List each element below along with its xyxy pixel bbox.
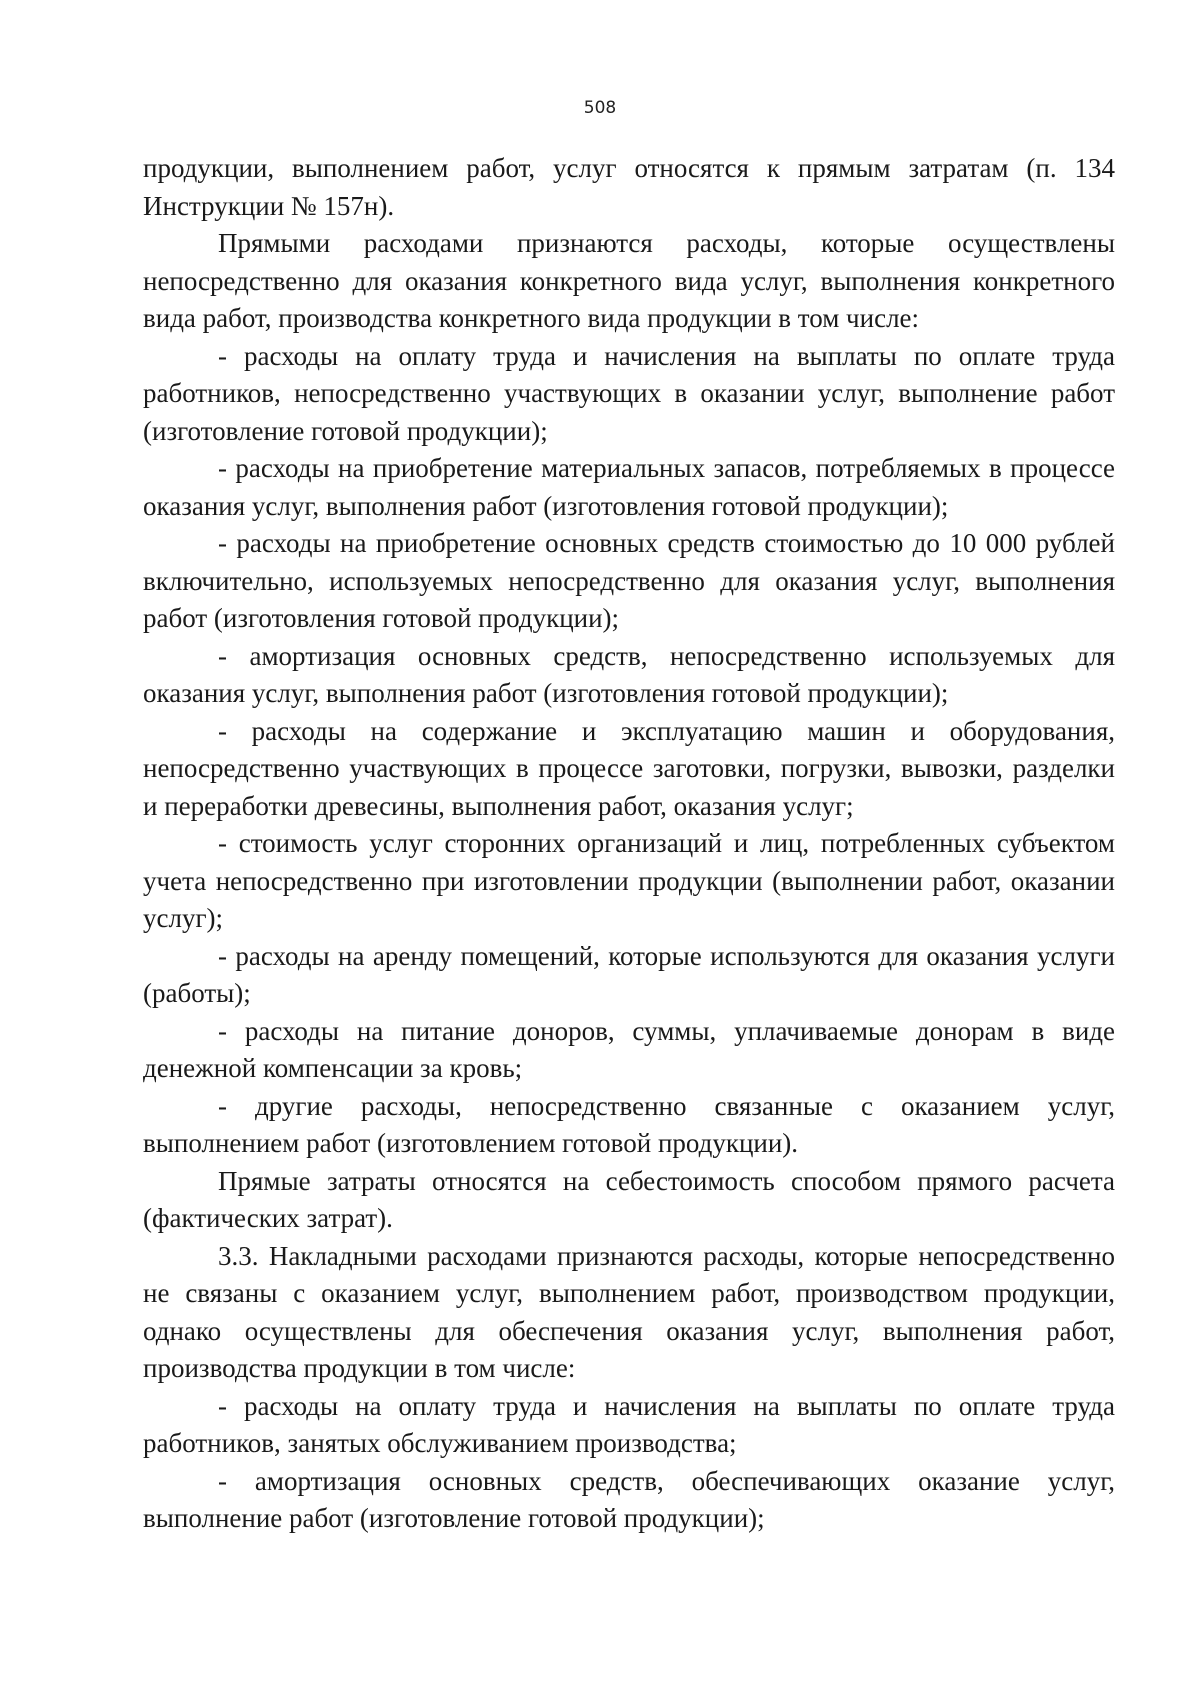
list-item-donors: - расходы на питание доноров, суммы, уплачиваемые донорам в виде денежной компенсации за кровь; <box>143 1015 1115 1083</box>
paragraph-overhead-expenses: 3.3. Накладными расходами признаются расходы, которые непосредственно не связаны с оказанием услуг, выполнением работ, производством продукции, однако осуществлены для обеспечения оказания услуг, выполнения работ, производства продукции в том числе: <box>143 1240 1115 1383</box>
list-item-labor-costs: - расходы на оплату труда и начисления на выплаты по оплате труда работников, непосредственно участвующих в оказании услуг, выполнение работ (изготовление готовой продукции); <box>143 340 1115 446</box>
document-body <box>143 150 1115 1538</box>
list-item-overhead-depreciation: - амортизация основных средств, обеспечивающих оказание услуг, выполнение работ (изготовление готовой продукции); <box>143 1465 1115 1533</box>
paragraph-continuation: продукции, выполнением работ, услуг относятся к прямым затратам (п. 134 Инструкции № 157н). <box>143 153 1115 221</box>
paragraph-direct-expenses: Прямыми расходами признаются расходы, которые осуществлены непосредственно для оказания конкретного вида услуг, выполнения конкретного вида работ, производства конкретного вида продукции в том числе: <box>143 228 1115 333</box>
list-item-fixed-assets: - расходы на приобретение основных средств стоимостью до 10 000 рублей включительно, используемых непосредственно для оказания услуг, выполнения работ (изготовления готовой продукции); <box>143 528 1115 633</box>
list-item-depreciation: - амортизация основных средств, непосредственно используемых для оказания услуг, выполнения работ (изготовления готовой продукции); <box>143 640 1115 708</box>
list-item-rent: - расходы на аренду помещений, которые используются для оказания услуги (работы); <box>143 940 1115 1008</box>
list-item-third-party-services: - стоимость услуг сторонних организаций и лиц, потребленных субъектом учета непосредственно при изготовлении продукции (выполнении работ, оказании услуг); <box>143 828 1115 933</box>
paragraph-direct-costs-method: Прямые затраты относятся на себестоимость способом прямого расчета (фактических затрат). <box>143 1165 1115 1233</box>
list-item-material-supplies: - расходы на приобретение материальных запасов, потребляемых в процессе оказания услуг, выполнения работ (изготовления готовой продукции); <box>143 453 1115 521</box>
list-item-overhead-labor: - расходы на оплату труда и начисления на выплаты по оплате труда работников, занятых обслуживанием производства; <box>143 1390 1115 1458</box>
list-item-machinery: - расходы на содержание и эксплуатацию машин и оборудования, непосредственно участвующих в процессе заготовки, погрузки, вывозки, разделки и переработки древесины, выполнения работ, оказания услуг; <box>143 715 1115 821</box>
page-number: 508 <box>583 98 617 118</box>
list-item-other-expenses: - другие расходы, непосредственно связанные с оказанием услуг, выполнением работ (изготовлением готовой продукции). <box>143 1090 1115 1158</box>
